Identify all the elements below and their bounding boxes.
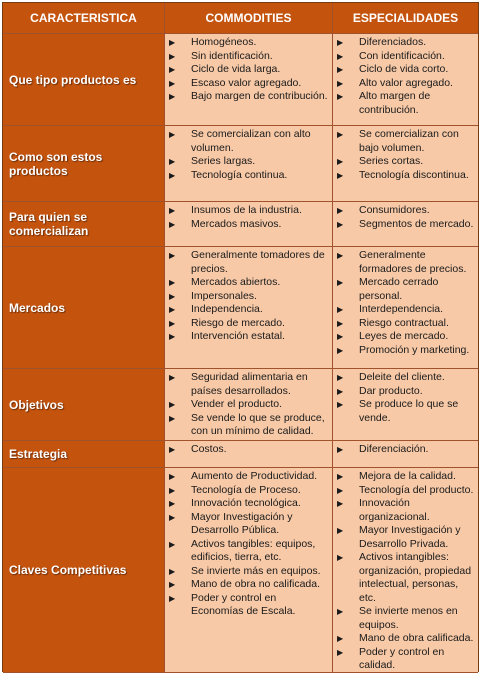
list-item-text: Escaso valor agregado. [191, 76, 302, 89]
list-item [333, 385, 475, 399]
list-item-text: Innovación organizacional. [359, 497, 430, 523]
list-item [165, 578, 329, 592]
row-label: Objetivos [9, 397, 64, 412]
bullet-arrow-icon: ▶ [169, 38, 176, 47]
bullet-arrow-icon: ▶ [337, 332, 344, 341]
list-item-text: Innovación tecnológica. [191, 497, 301, 509]
bullet-arrow-icon: ▶ [337, 305, 344, 314]
bullet-arrow-icon: ▶ [169, 445, 176, 454]
especialidades-list [333, 247, 478, 357]
list-item [165, 330, 329, 344]
especialidades-cell [333, 247, 478, 369]
bullet-arrow-icon: ▶ [169, 332, 176, 341]
commodities-list [165, 247, 332, 344]
list-item [165, 36, 329, 50]
list-item-text: Homogéneos. [191, 36, 257, 48]
list-item-text: Poder y control en calidad. [359, 645, 445, 671]
row-label: Como son estos productos [9, 149, 103, 178]
bullet-arrow-icon: ▶ [337, 647, 344, 657]
commodities-cell [165, 247, 333, 369]
list-item-text: Riesgo contractual. [359, 316, 449, 329]
commodities-list [165, 126, 332, 182]
row-label-cell [3, 202, 165, 247]
list-item-text: Mayor Investigación y Desarrollo Pública. [191, 510, 293, 536]
list-item [333, 276, 475, 303]
list-item [165, 50, 329, 64]
bullet-arrow-icon: ▶ [337, 51, 344, 61]
bullet-arrow-icon: ▶ [169, 413, 176, 423]
bullet-arrow-icon: ▶ [169, 92, 176, 101]
list-item-text: Mercados masivos. [191, 217, 282, 230]
bullet-arrow-icon: ▶ [337, 65, 344, 74]
especialidades-cell [333, 126, 478, 202]
list-item [165, 497, 329, 511]
list-item-text: Promoción y marketing. [359, 343, 470, 356]
list-item [333, 344, 475, 358]
list-item-text: Consumidores. [359, 204, 430, 216]
list-item-text: Sin identificación. [191, 49, 273, 62]
table-row [3, 468, 478, 673]
list-item [165, 204, 329, 218]
list-item-text: Activos tangibles: equipos, edificios, tierra, etc. [191, 537, 316, 563]
row-label-cell [3, 247, 165, 369]
bullet-arrow-icon: ▶ [337, 278, 344, 287]
row-label-cell [3, 126, 165, 202]
list-item [165, 511, 329, 538]
bullet-arrow-icon: ▶ [169, 78, 176, 88]
bullet-arrow-icon: ▶ [169, 499, 176, 508]
table-row [3, 369, 478, 441]
list-item-text: Mano de obra calificada. [359, 632, 474, 644]
row-label: Para quien se comercializan [9, 210, 89, 238]
bullet-arrow-icon: ▶ [337, 526, 344, 535]
row-label-cell [3, 468, 165, 673]
list-item-text: Dar producto. [359, 384, 423, 397]
bullet-arrow-icon: ▶ [169, 130, 176, 139]
list-item-text: Mano de obra no calificada. [191, 578, 320, 590]
list-item [165, 290, 329, 304]
list-item [165, 63, 329, 77]
list-item-text: Intervención estatal. [191, 330, 285, 342]
especialidades-cell [333, 468, 478, 673]
list-item-text: Tecnología del producto. [359, 483, 474, 496]
row-label: Claves Competitivas [9, 563, 127, 577]
bullet-arrow-icon: ▶ [337, 78, 344, 88]
list-item-text: Insumos de la industria. [191, 204, 302, 216]
table-row [3, 202, 478, 247]
list-item [333, 371, 475, 385]
list-item [165, 565, 329, 579]
list-item [333, 155, 475, 169]
list-item [165, 128, 329, 155]
list-item-text: Tecnología discontinua. [359, 168, 469, 181]
bullet-arrow-icon: ▶ [337, 92, 344, 101]
bullet-arrow-icon: ▶ [337, 634, 344, 643]
bullet-arrow-icon: ▶ [337, 38, 344, 47]
list-item-text: Riesgo de mercado. [191, 316, 285, 329]
list-item [333, 128, 475, 155]
header-row [3, 3, 478, 34]
list-item [333, 36, 475, 50]
list-item [165, 317, 329, 331]
commodities-cell [165, 126, 333, 202]
commodities-list [165, 441, 332, 457]
list-item-text: Segmentos de mercado. [359, 217, 474, 230]
bullet-arrow-icon: ▶ [337, 485, 344, 495]
header-especialidades: ESPECIALIDADES [333, 3, 478, 34]
bullet-arrow-icon: ▶ [337, 130, 344, 139]
list-item-text: Series largas. [191, 155, 256, 167]
bullet-arrow-icon: ▶ [169, 278, 176, 287]
list-item-text: Generalmente tomadores de precios. [191, 249, 325, 275]
especialidades-cell [333, 202, 478, 247]
list-item-text: Con identificación. [359, 49, 445, 62]
row-label-cell [3, 441, 165, 468]
list-item-text: Deleite del cliente. [359, 371, 445, 383]
bullet-arrow-icon: ▶ [169, 566, 176, 576]
list-item-text: Interdependencia. [359, 303, 444, 315]
row-label: Que tipo productos es [9, 72, 137, 87]
list-item [333, 330, 475, 344]
list-item [165, 218, 329, 232]
bullet-arrow-icon: ▶ [169, 318, 176, 328]
list-item [165, 412, 329, 439]
list-item [165, 538, 329, 565]
list-item [165, 155, 329, 169]
list-item [165, 276, 329, 290]
bullet-arrow-icon: ▶ [169, 170, 176, 180]
row-label: Estrategia [9, 447, 68, 461]
especialidades-cell [333, 441, 478, 468]
list-item [333, 249, 475, 276]
bullet-arrow-icon: ▶ [169, 580, 176, 589]
list-item-text: Aumento de Productividad. [191, 470, 318, 482]
list-item-text: Activos intangibles: organización, propiedad intelectual, personas, etc. [359, 551, 472, 604]
commodities-list [165, 369, 332, 439]
list-item [333, 77, 475, 91]
list-item [333, 50, 475, 64]
list-item-text: Ciclo de vida corto. [359, 63, 449, 75]
especialidades-list [333, 202, 478, 231]
list-item-text: Diferenciación. [359, 443, 429, 455]
row-label: Mercados [9, 300, 66, 315]
list-item [165, 90, 329, 104]
list-item [333, 470, 475, 484]
bullet-arrow-icon: ▶ [337, 251, 344, 260]
list-item [165, 169, 329, 183]
row-label-cell [3, 34, 165, 126]
row-label-cell [3, 369, 165, 441]
list-item [333, 169, 475, 183]
list-item-text: Diferenciados. [359, 36, 427, 48]
bullet-arrow-icon: ▶ [169, 593, 176, 603]
header-caracteristica: CARACTERISTICA [3, 3, 165, 34]
list-item [165, 592, 329, 619]
bullet-arrow-icon: ▶ [169, 373, 176, 382]
commodities-list [165, 34, 332, 104]
bullet-arrow-icon: ▶ [337, 170, 344, 180]
bullet-arrow-icon: ▶ [337, 206, 344, 215]
bullet-arrow-icon: ▶ [169, 65, 176, 74]
bullet-arrow-icon: ▶ [169, 400, 176, 409]
commodities-cell [165, 369, 333, 441]
list-item [333, 398, 475, 425]
commodities-cell [165, 202, 333, 247]
list-item [333, 632, 475, 646]
bullet-arrow-icon: ▶ [169, 157, 176, 166]
bullet-arrow-icon: ▶ [169, 291, 176, 301]
bullet-arrow-icon: ▶ [169, 51, 176, 61]
list-item-text: Alto margen de contribución. [359, 90, 431, 116]
list-item-text: Independencia. [191, 303, 263, 315]
list-item-text: Se vende lo que se produce, con un mínimo de calidad. [191, 411, 325, 437]
list-item [333, 605, 475, 632]
table-row [3, 126, 478, 202]
list-item-text: Impersonales. [191, 289, 257, 302]
list-item [165, 398, 329, 412]
bullet-arrow-icon: ▶ [169, 251, 176, 260]
list-item [333, 204, 475, 218]
bullet-arrow-icon: ▶ [337, 219, 344, 229]
list-item [165, 303, 329, 317]
list-item [165, 77, 329, 91]
list-item-text: Se produce lo que se vende. [359, 398, 459, 424]
table-row [3, 34, 478, 126]
list-item-text: Seguridad alimentaria en países desarrollados. [191, 371, 308, 397]
list-item-text: Tecnología continua. [191, 168, 288, 181]
list-item-text: Tecnología de Proceso. [191, 483, 301, 496]
bullet-arrow-icon: ▶ [337, 386, 344, 396]
commodities-cell [165, 441, 333, 468]
especialidades-list [333, 468, 478, 673]
list-item [165, 249, 329, 276]
table-row [3, 441, 478, 468]
list-item [333, 443, 475, 457]
bullet-arrow-icon: ▶ [169, 539, 176, 549]
bullet-arrow-icon: ▶ [337, 400, 344, 409]
bullet-arrow-icon: ▶ [337, 373, 344, 382]
bullet-arrow-icon: ▶ [337, 553, 344, 562]
list-item-text: Bajo margen de contribución. [191, 90, 328, 102]
bullet-arrow-icon: ▶ [337, 157, 344, 166]
list-item [333, 524, 475, 551]
list-item [165, 484, 329, 498]
especialidades-cell [333, 369, 478, 441]
especialidades-list [333, 369, 478, 425]
list-item-text: Mayor Investigación y Desarrollo Privada. [359, 524, 461, 550]
list-item-text: Leyes de mercado. [359, 330, 449, 342]
especialidades-cell [333, 34, 478, 126]
commodities-list [165, 202, 332, 231]
table-row [3, 247, 478, 369]
commodities-list [165, 468, 332, 619]
bullet-arrow-icon: ▶ [169, 219, 176, 229]
bullet-arrow-icon: ▶ [337, 499, 344, 508]
list-item [165, 443, 329, 457]
comparison-table [2, 2, 479, 672]
bullet-arrow-icon: ▶ [169, 472, 176, 481]
bullet-arrow-icon: ▶ [337, 445, 344, 454]
list-item-text: Mejora de la calidad. [359, 470, 456, 482]
bullet-arrow-icon: ▶ [337, 607, 344, 616]
list-item [165, 371, 329, 398]
header-commodities: COMMODITIES [165, 3, 333, 34]
commodities-cell [165, 34, 333, 126]
commodities-cell [165, 468, 333, 673]
list-item [333, 497, 475, 524]
list-item-text: Mercados abiertos. [191, 276, 281, 288]
list-item-text: Vender el producto. [191, 398, 283, 410]
bullet-arrow-icon: ▶ [337, 345, 344, 355]
list-item-text: Series cortas. [359, 155, 424, 167]
bullet-arrow-icon: ▶ [337, 318, 344, 328]
list-item-text: Ciclo de vida larga. [191, 63, 281, 75]
list-item [333, 90, 475, 117]
list-item [333, 484, 475, 498]
list-item [333, 551, 475, 605]
bullet-arrow-icon: ▶ [169, 512, 176, 522]
especialidades-list [333, 34, 478, 117]
list-item-text: Se comercializan con bajo volumen. [359, 128, 459, 154]
bullet-arrow-icon: ▶ [169, 485, 176, 495]
especialidades-list [333, 441, 478, 457]
list-item [333, 63, 475, 77]
bullet-arrow-icon: ▶ [169, 305, 176, 314]
list-item-text: Se invierte más en equipos. [191, 564, 321, 577]
list-item-text: Alto valor agregado. [359, 76, 453, 89]
list-item-text: Costos. [191, 443, 227, 455]
especialidades-list [333, 126, 478, 182]
list-item-text: Generalmente formadores de precios. [359, 249, 467, 275]
list-item [333, 303, 475, 317]
bullet-arrow-icon: ▶ [337, 472, 344, 481]
bullet-arrow-icon: ▶ [169, 206, 176, 215]
list-item [333, 317, 475, 331]
list-item-text: Se invierte menos en equipos. [359, 605, 458, 631]
list-item-text: Mercado cerrado personal. [359, 276, 439, 302]
list-item [333, 646, 475, 673]
list-item [165, 470, 329, 484]
list-item-text: Poder y control en Economías de Escala. [191, 591, 296, 617]
list-item [333, 218, 475, 232]
list-item-text: Se comercializan con alto volumen. [191, 128, 311, 154]
